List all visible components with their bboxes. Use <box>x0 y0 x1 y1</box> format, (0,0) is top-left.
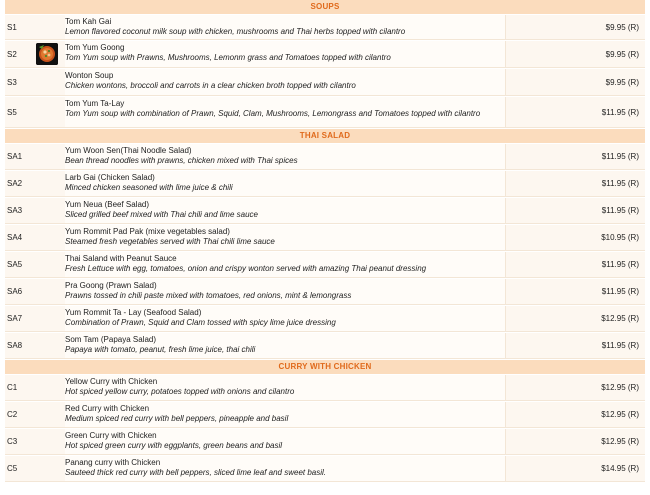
item-detail: Medium spiced red curry with bell peppers, pineapple and basil <box>65 414 289 423</box>
item-code: C2 <box>5 402 29 427</box>
item-name[interactable]: Thai Saland with Peanut Sauce <box>65 254 177 263</box>
item-detail: Hot spiced green curry with eggplants, green beans and basil <box>65 441 283 450</box>
menu-item-row[interactable] <box>5 429 645 455</box>
menu-item-row[interactable] <box>5 456 645 482</box>
item-name[interactable]: Yum Woon Sen(Thai Noodle Salad) <box>65 146 192 155</box>
item-image-cell <box>29 225 65 250</box>
item-image-cell <box>29 279 65 304</box>
item-name[interactable]: Yum Rommit Ta - Lay (Seafood Salad) <box>65 308 202 317</box>
item-description-cell <box>65 252 505 277</box>
section-header: THAI SALAD <box>5 129 645 143</box>
menu-item-row[interactable] <box>5 225 645 251</box>
item-price: $12.95 (R) <box>505 375 645 400</box>
menu-item-row[interactable] <box>5 198 645 224</box>
item-description-cell <box>65 69 505 95</box>
item-price: $11.95 (R) <box>505 333 645 358</box>
item-detail: Lemon flavored coconut milk soup with chicken, mushrooms and Thai herbs topped with cilantro <box>65 27 406 36</box>
soup-bowl-photo-icon[interactable] <box>36 43 58 65</box>
item-image-cell <box>29 429 65 454</box>
item-description-cell <box>65 97 505 127</box>
item-detail: Sauteed thick red curry with bell peppers, sliced lime leaf and sweet basil. <box>65 468 327 477</box>
item-image-cell <box>29 144 65 169</box>
item-code: SA7 <box>5 306 29 331</box>
item-image-cell <box>29 69 65 95</box>
item-name[interactable]: Panang curry with Chicken <box>65 458 161 467</box>
item-description-cell <box>65 333 505 358</box>
item-name[interactable]: Yellow Curry with Chicken <box>65 377 158 386</box>
item-price: $11.95 (R) <box>505 279 645 304</box>
menu-item-row[interactable] <box>5 375 645 401</box>
item-description-cell <box>65 456 505 481</box>
item-detail: Tom Yum soup with combination of Prawn, Squid, Clam, Mushrooms, Lemongrass and Tomatoes topped with cilantro <box>65 109 481 118</box>
menu-item-row[interactable] <box>5 144 645 170</box>
item-code: S2 <box>5 41 29 67</box>
item-name[interactable]: Green Curry with Chicken <box>65 431 157 440</box>
item-name[interactable]: Pra Goong (Prawn Salad) <box>65 281 157 290</box>
item-detail: Tom Yum soup with Prawns, Mushrooms, Lemonm grass and Tomatoes topped with cilantro <box>65 53 391 62</box>
item-image-cell <box>29 306 65 331</box>
item-price: $11.95 (R) <box>505 144 645 169</box>
item-name[interactable]: Wonton Soup <box>65 71 114 80</box>
item-name[interactable]: Tom Yum Goong <box>65 43 125 52</box>
item-code: C1 <box>5 375 29 400</box>
item-detail: Fresh Lettuce with egg, tomatoes, onion and crispy wonton served with amazing Thai peanut dressing <box>65 264 427 273</box>
menu-item-row[interactable] <box>5 41 645 68</box>
item-name[interactable]: Yum Rommit Pad Pak (mixe vegetables salad) <box>65 227 230 236</box>
item-detail: Steamed fresh vegetables served with Thai chili lime sauce <box>65 237 275 246</box>
item-image-cell <box>29 456 65 481</box>
item-price: $11.95 (R) <box>505 97 645 127</box>
item-price: $14.95 (R) <box>505 456 645 481</box>
item-detail: Papaya with tomato, peanut, fresh lime juice, thai chili <box>65 345 256 354</box>
item-code: SA2 <box>5 171 29 196</box>
item-code: C5 <box>5 456 29 481</box>
item-code: SA6 <box>5 279 29 304</box>
item-code: S1 <box>5 15 29 39</box>
menu-item-row[interactable] <box>5 252 645 278</box>
item-detail: Sliced grilled beef mixed with Thai chili and lime sauce <box>65 210 258 219</box>
menu-item-row[interactable] <box>5 402 645 428</box>
menu-item-row[interactable] <box>5 69 645 96</box>
item-price: $9.95 (R) <box>505 69 645 95</box>
item-description-cell <box>65 306 505 331</box>
item-code: SA4 <box>5 225 29 250</box>
menu-item-row[interactable] <box>5 279 645 305</box>
item-image-cell <box>29 333 65 358</box>
item-price: $9.95 (R) <box>505 41 645 67</box>
item-name[interactable]: Yum Neua (Beef Salad) <box>65 200 150 209</box>
item-image-cell <box>29 198 65 223</box>
item-name[interactable]: Red Curry with Chicken <box>65 404 150 413</box>
item-image-cell <box>29 402 65 427</box>
menu-item-row[interactable] <box>5 97 645 128</box>
item-description-cell <box>65 279 505 304</box>
item-description-cell <box>65 41 505 67</box>
item-detail: Chicken wontons, broccoli and carrots in a clear chicken broth topped with cilantro <box>65 81 356 90</box>
item-description-cell <box>65 15 505 39</box>
item-detail: Prawns tossed in chili paste mixed with tomatoes, red onions, mint & lemongrass <box>65 291 352 300</box>
item-code: S5 <box>5 97 29 127</box>
menu-item-row[interactable] <box>5 15 645 40</box>
item-code: SA3 <box>5 198 29 223</box>
item-description-cell <box>65 375 505 400</box>
item-name[interactable]: Larb Gai (Chicken Salad) <box>65 173 155 182</box>
item-name[interactable]: Tom Kah Gai <box>65 17 112 26</box>
item-description-cell <box>65 429 505 454</box>
item-price: $9.95 (R) <box>505 15 645 39</box>
item-description-cell <box>65 198 505 223</box>
menu-item-row[interactable] <box>5 171 645 197</box>
item-code: SA5 <box>5 252 29 277</box>
item-image-cell <box>29 41 65 67</box>
item-code: C3 <box>5 429 29 454</box>
menu-item-row[interactable] <box>5 306 645 332</box>
item-price: $11.95 (R) <box>505 252 645 277</box>
item-price: $12.95 (R) <box>505 402 645 427</box>
item-detail: Minced chicken seasoned with lime juice & chili <box>65 183 233 192</box>
item-code: SA1 <box>5 144 29 169</box>
item-detail: Bean thread noodles with prawns, chicken mixed with Thai spices <box>65 156 298 165</box>
item-price: $11.95 (R) <box>505 171 645 196</box>
item-image-cell <box>29 97 65 127</box>
item-code: S3 <box>5 69 29 95</box>
item-name[interactable]: Tom Yum Ta-Lay <box>65 99 125 108</box>
item-description-cell <box>65 144 505 169</box>
item-image-cell <box>29 252 65 277</box>
item-image-cell <box>29 171 65 196</box>
item-detail: Hot spiced yellow curry, potatoes topped with onions and cilantro <box>65 387 295 396</box>
item-description-cell <box>65 171 505 196</box>
item-price: $11.95 (R) <box>505 198 645 223</box>
section-header: SOUPS <box>5 0 645 14</box>
section-header: CURRY WITH CHICKEN <box>5 360 645 374</box>
menu-item-row[interactable] <box>5 333 645 359</box>
item-image-cell <box>29 15 65 39</box>
item-price: $12.95 (R) <box>505 306 645 331</box>
item-name[interactable]: Som Tam (Papaya Salad) <box>65 335 157 344</box>
item-detail: Combination of Prawn, Squid and Clam tossed with spicy lime juice dressing <box>65 318 336 327</box>
item-price: $10.95 (R) <box>505 225 645 250</box>
item-description-cell <box>65 225 505 250</box>
item-image-cell <box>29 375 65 400</box>
item-price: $12.95 (R) <box>505 429 645 454</box>
item-code: SA8 <box>5 333 29 358</box>
item-description-cell <box>65 402 505 427</box>
